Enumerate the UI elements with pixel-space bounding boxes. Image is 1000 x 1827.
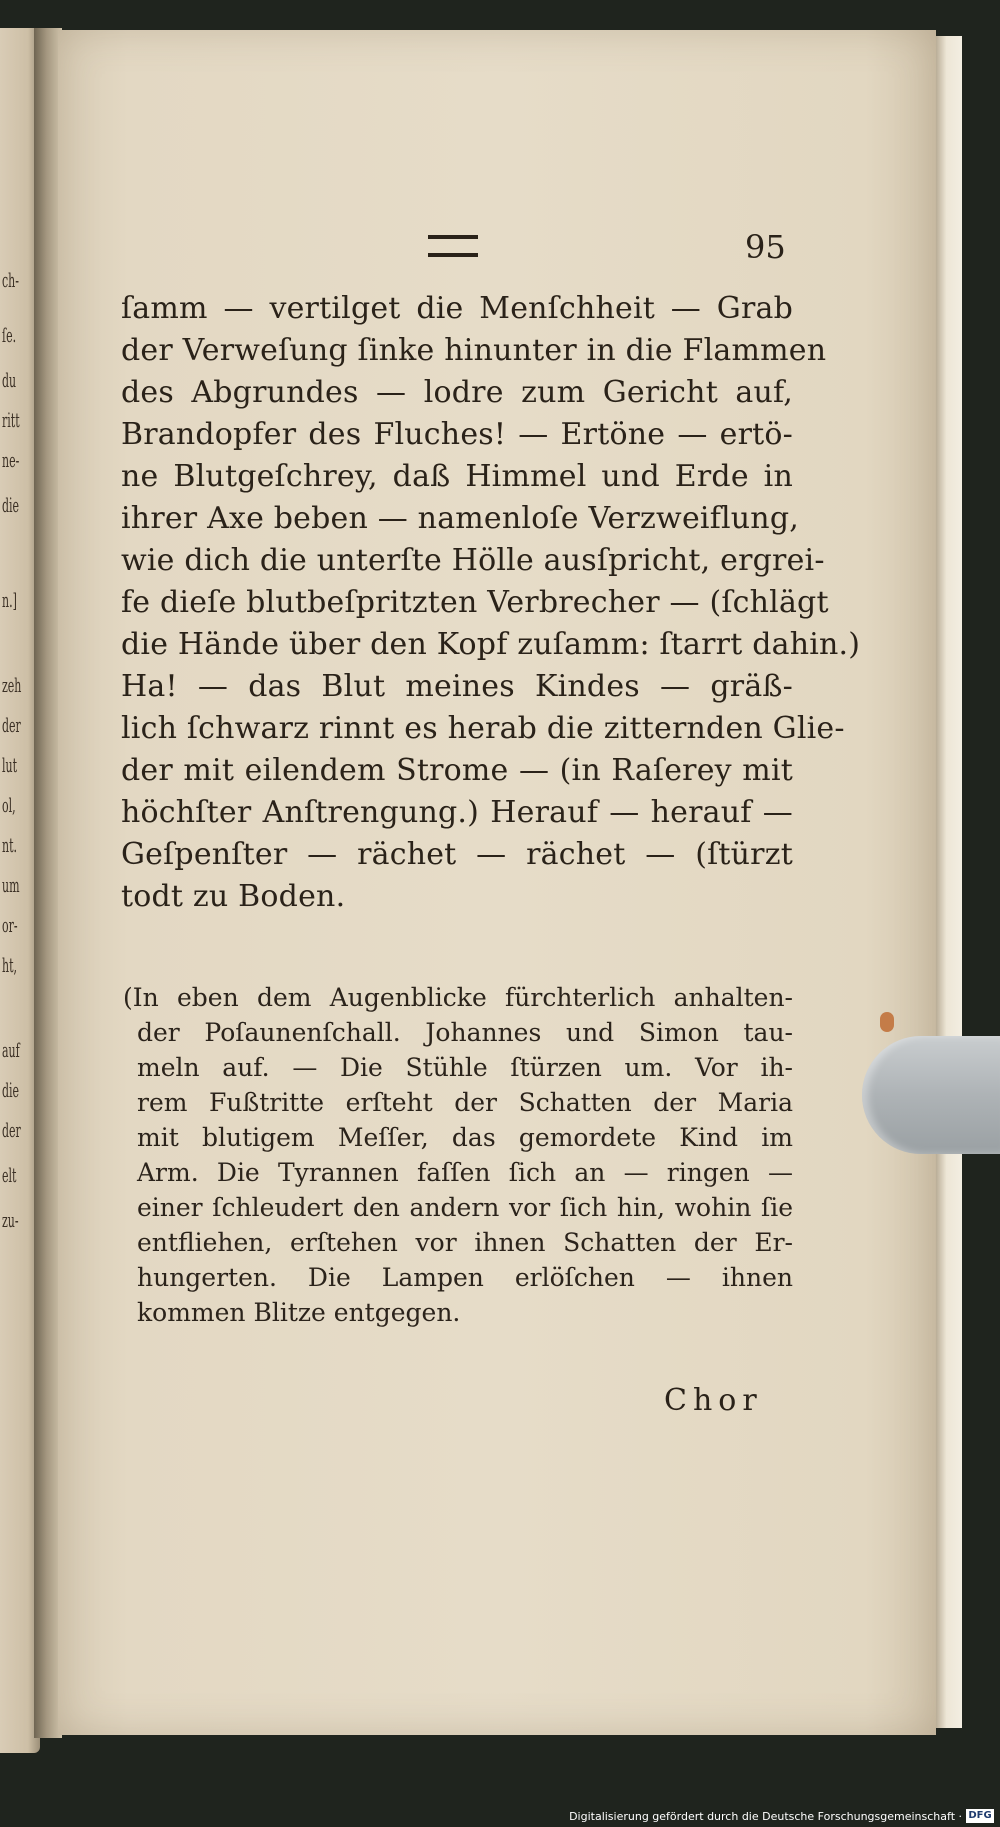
left-page-fragment: n.]: [2, 588, 17, 612]
text-line: des Abgrundes — lodre zum Gericht auf,: [121, 375, 793, 410]
text-line: lich ſchwarz rinnt es herab die zitternden Glie-: [121, 711, 845, 746]
stage-line: rem Fußtritte erſteht der Schatten der Maria: [137, 1088, 793, 1117]
stage-line: Arm. Die Tyrannen faſſen ſich an — ringen —: [137, 1158, 793, 1187]
left-page-fragment: zu-: [2, 1208, 19, 1232]
text-line: der Verweſung ſinke hinunter in die Flammen: [121, 333, 827, 368]
text-line: Ha! — das Blut meines Kindes — gräß-: [121, 669, 793, 704]
text-line: fe dieſe blutbeſpritzten Verbrecher — (ſchlägt: [121, 585, 829, 620]
left-page-fragment: die: [2, 493, 20, 517]
left-page-fragment: elt: [2, 1163, 17, 1187]
left-page-fragment: or-: [2, 913, 18, 937]
text-line: todt zu Boden.: [121, 879, 346, 914]
left-page-fragment: zeh: [2, 673, 22, 697]
stage-line: kommen Blitze entgegen.: [137, 1298, 461, 1327]
stage-direction: [123, 980, 793, 1330]
text-line: ihrer Axe beben — namenloſe Verzweiflung,: [121, 501, 799, 536]
left-page-fragment: die: [2, 1078, 20, 1102]
stage-line: hungerten. Die Lampen erlöſchen — ihnen: [137, 1263, 793, 1292]
left-page-fragment: der: [2, 713, 21, 737]
text-line: ne Blutgeſchrey, daß Himmel und Erde in: [121, 459, 793, 494]
stage-line: (In eben dem Augenblicke fürchterlich anhalten-: [123, 983, 793, 1012]
left-page-fragment: der: [2, 1118, 21, 1142]
left-page-fragment: ſe.: [2, 323, 17, 347]
left-page-fragment: um: [2, 873, 20, 897]
dfg-logo: DFG: [966, 1809, 994, 1823]
text-line: ſamm — vertilget die Menſchheit — Grab: [121, 291, 793, 326]
text-line: der mit eilendem Strome — (in Raſerey mit: [121, 753, 793, 788]
stage-line: meln auf. — Die Stühle ſtürzen um. Vor ih-: [137, 1053, 793, 1082]
page-marker-tab: [862, 1036, 1000, 1154]
text-line: die Hände über den Kopf zuſamm: ſtarrt dahin.): [121, 627, 861, 662]
left-page-fragment: ht,: [2, 953, 18, 977]
digitization-credit: Digitalisierung gefördert durch die Deutsche Forschungsgemeinschaft ·: [569, 1810, 962, 1823]
stage-line: einer ſchleudert den andern vor ſich hin, wohin ſie: [137, 1193, 793, 1222]
left-page-fragment: du: [2, 368, 17, 392]
catchword: Chor: [664, 1383, 763, 1418]
text-line: höchſter Anſtrengung.) Herauf — herauf —: [121, 795, 793, 830]
text-line: Geſpenſter — rächet — rächet — (ſtürzt: [121, 837, 793, 872]
left-page-fragment: ch-: [2, 268, 19, 292]
page-edge: [936, 36, 962, 1728]
text-line: Brandopfer des Fluches! — Ertöne — ertö-: [121, 417, 793, 452]
left-page-fragment: auf: [2, 1038, 20, 1062]
marker-knob: [880, 1012, 894, 1032]
left-page-fragment: ol,: [2, 793, 16, 817]
left-page-fragment: ritt: [2, 408, 20, 432]
main-text: [121, 288, 861, 918]
header-rule: [428, 235, 478, 257]
page-number: 95: [745, 228, 786, 266]
stage-line: der Poſaunenſchall. Johannes und Simon tau-: [137, 1018, 793, 1047]
stage-line: entfliehen, erſtehen vor ihnen Schatten der Er-: [137, 1228, 793, 1257]
stage-line: mit blutigem Meſſer, das gemordete Kind im: [137, 1123, 793, 1152]
left-page-fragment: lut: [2, 753, 18, 777]
text-line: wie dich die unterſte Hölle ausſpricht, ergrei-: [121, 543, 825, 578]
left-page-fragment: nt.: [2, 833, 18, 857]
left-page-fragment: ne-: [2, 448, 20, 472]
